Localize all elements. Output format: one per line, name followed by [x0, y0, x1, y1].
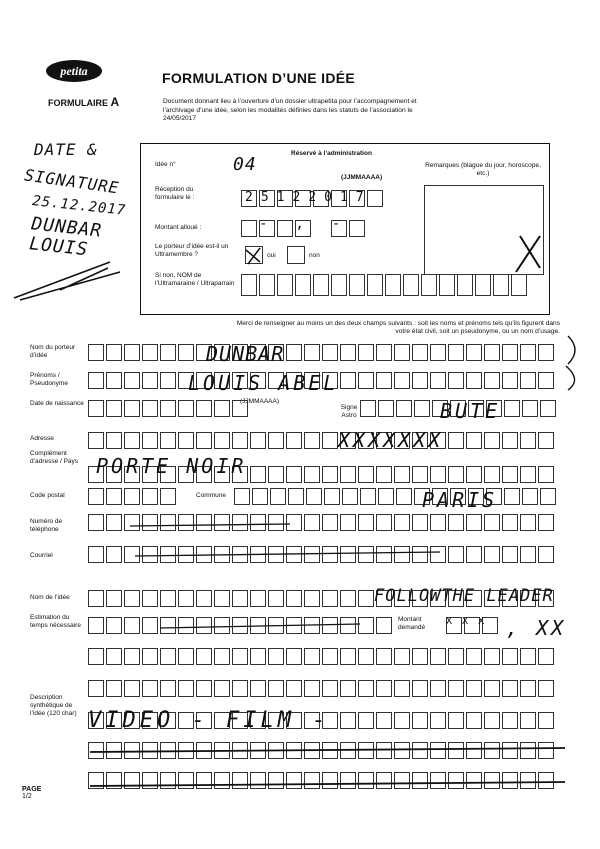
reception-value: 25122017: [245, 190, 372, 205]
signe-label: Signe Astro: [340, 404, 358, 419]
adresse-label: Adresse: [30, 435, 54, 442]
idea-no-label: Idée n°: [155, 161, 176, 168]
nom-value: DUNBAR: [206, 342, 285, 366]
idee-label: Nom de l’idée: [30, 594, 70, 601]
prenoms-value: LOUIS ABEL: [188, 371, 339, 395]
form-letter: A: [110, 95, 120, 109]
admin-date-format: (JJMMAAAA): [341, 174, 383, 181]
synthese-strike-1: [90, 748, 565, 752]
page-title: FORMULATION D’UNE IDÉE: [162, 70, 356, 86]
amount-value: -,-: [259, 216, 369, 232]
synthese-value: VIDEO - FILM -: [88, 708, 330, 733]
signature-scribble: [14, 262, 120, 300]
commune-value: PARIS: [422, 488, 498, 512]
signature-date: 25.12.2017: [31, 193, 127, 219]
signature-label-2: SIGNATURE: [23, 165, 121, 198]
admin-reserved: Réservé à l’administration: [291, 150, 372, 157]
tel-label: Numéro de téléphone: [30, 518, 63, 533]
amount-label: Montant alloué :: [155, 224, 202, 231]
adresse-value: XXXXXXX: [338, 428, 444, 452]
nom-label: Nom du porteur d’idée: [30, 344, 76, 359]
tel-strike: [130, 524, 290, 526]
montant-boxes-value: X X X: [446, 616, 487, 627]
synthese-strike-2: [90, 782, 565, 786]
remarks-label: Remarques (blague du jour, horoscope, etc.): [425, 162, 541, 177]
remarks-cross: [516, 236, 540, 272]
complement-value: PORTE NOIR: [96, 454, 247, 478]
prenoms-label: Prénoms / Pseudonyme: [30, 372, 68, 387]
signe-value: BUTE: [440, 399, 501, 423]
montant-label: Montant demandé: [398, 616, 426, 631]
montant-value: , XX: [506, 616, 567, 640]
estimation-label: Estimation du temps nécessaire: [30, 614, 81, 629]
form-label-text: FORMULAIRE: [48, 98, 108, 108]
commune-label: Commune: [196, 492, 226, 499]
naissance-label: Date de naissance: [30, 400, 84, 407]
cp-label: Code postal: [30, 492, 65, 499]
sponsor-label: Si non, NOM de l’Ultramaraine / Ultraparrain: [155, 272, 235, 287]
page-label: PAGE: [22, 786, 42, 793]
oui-label: oui: [267, 252, 276, 259]
reception-label: Réception du formulaire le :: [155, 186, 195, 201]
petita-logo: petita: [46, 60, 102, 82]
carrier-label: Le porteur d’idée est-il un Ultramembre ?: [155, 243, 229, 258]
complement-label: Complément d’adresse / Pays: [30, 450, 79, 465]
synthese-label: Description synthétique de l’idée (120 char): [30, 694, 77, 717]
naissance-format: (JJMMAAAA): [240, 398, 279, 405]
signature-label-1: DATE &: [34, 140, 98, 159]
signature-name: DUNBAR LOUIS: [28, 213, 104, 261]
courriel-label: Courriel: [30, 552, 53, 559]
idee-value: FOLLOWTHE LEADER: [374, 586, 554, 606]
non-label: non: [309, 252, 320, 259]
form-description: Document donnant lieu à l’ouverture d’un dossier ultrapetita pour l’accompagnement et l’archivage d’une idée, selon les modalités définies dans les statuts de l’association le 24/05/2017: [163, 98, 417, 123]
oui-check-mark: [246, 248, 260, 264]
estimation-strike: [160, 624, 360, 628]
page-footer: [22, 786, 41, 800]
instruction-brace: [566, 336, 575, 390]
courriel-strike: [135, 552, 440, 556]
page-number: 1/2: [22, 793, 32, 800]
instructions-text: Merci de renseigner au moins un des deux champs suivants : soit les noms et prénoms tels qu’ils figurent dans votre état civil, soit un pseudonyme, ou un nom d’usage.: [236, 320, 560, 335]
idea-no-value: 04: [233, 154, 257, 175]
